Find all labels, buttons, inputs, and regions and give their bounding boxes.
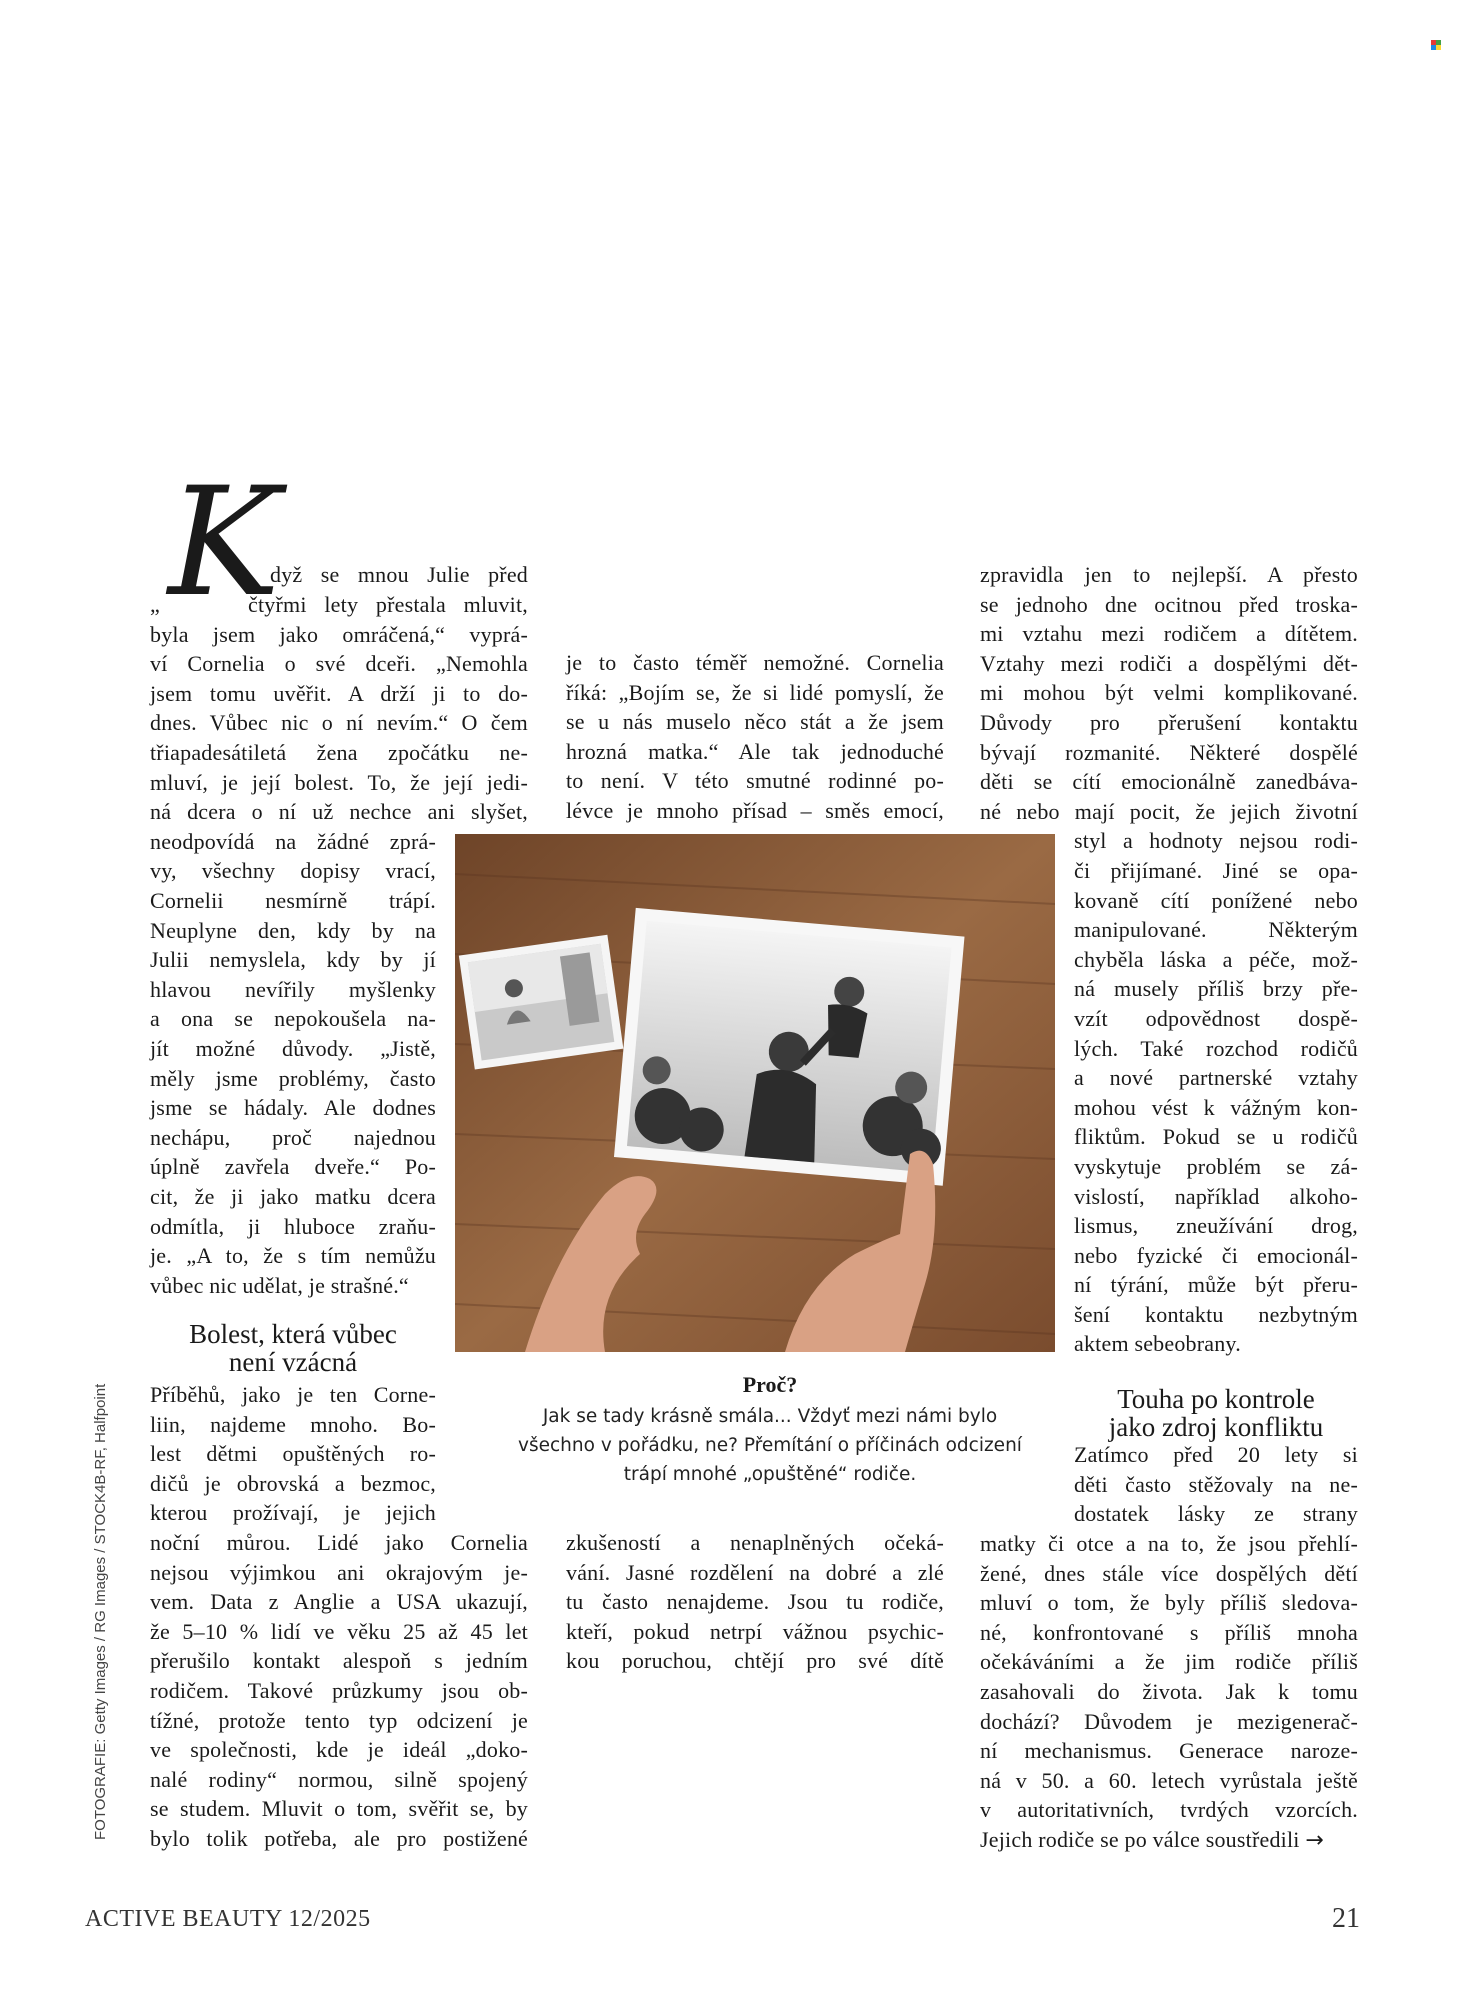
large-photo — [614, 908, 965, 1186]
subhead-line: Touha po kontrole — [1117, 1384, 1315, 1414]
text-line: manipulované. Některým — [1074, 917, 1358, 943]
text-line: tížné, protože tento typ odcizení je — [150, 1707, 528, 1733]
col3-after-subhead-narrow — [1074, 1440, 1358, 1529]
col2-top — [566, 648, 944, 826]
text-line: Příběhů, jako je ten Corne- — [150, 1382, 436, 1407]
text-line: lismus, zneužívání drog, — [1074, 1213, 1358, 1239]
text-line: né nebo mají pocit, že jejich životní — [980, 798, 1358, 824]
text-line: děti často stěžovaly na ne- — [1074, 1471, 1358, 1497]
photo-credit: FOTOGRAFIE: Getty Images / RG Images / STOCK4B-RF, Halfpoint — [92, 1383, 109, 1840]
subhead-line: není vzácná — [228, 1347, 358, 1377]
subhead-bolest — [150, 1320, 436, 1376]
text-line: ní mechanismus. Generace narоze- — [980, 1738, 1358, 1764]
text-line: nechápu, proč najednou — [150, 1124, 436, 1150]
text-line: dnes. Vůbec nic o ní nevím.“ O čem — [150, 710, 528, 736]
text-line: očekáváními a že jim rodiče příliš — [980, 1649, 1358, 1675]
text-line: lých. Také rozchod rodičů — [1074, 1035, 1358, 1061]
small-photo — [459, 935, 624, 1070]
subhead-line: jako zdroj konfliktu — [1108, 1412, 1324, 1442]
text-line: mi vztahu mezi rodičem a dítětem. — [980, 621, 1358, 647]
text-line: jsme se hádaly. Ale dodnes — [150, 1095, 436, 1121]
text-line: né, konfrontované s příliš mnoha — [980, 1619, 1358, 1645]
text-line: matky či otce a na to, že jsou přehlí- — [980, 1531, 1358, 1556]
col1-after-subhead — [150, 1380, 436, 1528]
text-line: dičů je obrovská a bezmoc, — [150, 1470, 436, 1496]
text-line — [980, 1825, 1358, 1856]
article-photo — [455, 834, 1055, 1352]
text-line: mi mohou být velmi komplikované. — [980, 680, 1358, 706]
text-line: nejsou výjimkou ani okrajovým je- — [150, 1559, 528, 1585]
text-line: hlavou nevířily myšlenky — [150, 976, 436, 1002]
text-line: fliktům. Pokud se u rodičů — [1074, 1124, 1358, 1150]
col1-after-subhead-wide — [150, 1528, 528, 1854]
text-line: chyběla láska a péče, mož- — [1074, 946, 1358, 972]
text-line: vy, všechny dopisy vrací, — [150, 858, 436, 884]
text-line: či přijímané. Jiné se opa- — [1074, 857, 1358, 883]
text-line: mluví, je její bolest. To, že její jedi- — [150, 769, 528, 795]
text-line: tu často nenajdeme. Jsou tu rodiče, — [566, 1589, 944, 1615]
text-line: jsem tomu uvěřit. A drží ji to do- — [150, 680, 528, 706]
text-line-content: Jejich rodiče se po válce soustředili — [980, 1826, 1300, 1852]
text-line: šení kontaktu nezbytným — [1074, 1301, 1358, 1327]
text-line: bývají rozmanité. Některé dospělé — [980, 739, 1358, 765]
text-line: cit, že ji jako matku dcera — [150, 1183, 436, 1209]
text-line: zasahovali do života. Jak k tomu — [980, 1678, 1358, 1704]
text-line: kovaně cítí ponížené nebo — [1074, 887, 1358, 913]
text-line: noční můrou. Lidé jako Cornelia — [150, 1530, 528, 1555]
text-line: aktem sebeobrany. — [1074, 1331, 1241, 1357]
text-line: jít možné důvody. „Jistě, — [150, 1035, 436, 1061]
col1-intro — [270, 560, 528, 590]
text-line: dostatek lásky ze strany — [1074, 1501, 1358, 1527]
text-line: nebo fyzické či emocionál- — [1074, 1242, 1358, 1268]
text-line: ná v 50. a 60. letech vyrůstala ještě — [980, 1767, 1358, 1793]
text-line: styl a hodnoty nejsou rodi- — [1074, 828, 1358, 854]
text-line: čtyřmi lety přestala mluvit, — [248, 592, 528, 617]
text-line: bylo tolik potřeba, ale pro postižené — [150, 1825, 528, 1851]
text-line: ná dcera o ní už nechce ani slyšet, — [150, 799, 528, 825]
text-line: Julii nemyslela, kdy by jí — [150, 947, 436, 973]
caption-line: trápí mnohé „opuštěné“ rodiče. — [623, 1464, 917, 1485]
text-line: Neuplyne den, kdy by na — [150, 917, 436, 943]
text-line: mohou vést k vážným kon- — [1074, 1094, 1358, 1120]
caption-text — [470, 1402, 1070, 1489]
text-line: kterou prožívají, je jejich — [150, 1500, 436, 1526]
text-line: hrozná matka.“ Ale tak jednoduché — [566, 738, 944, 764]
page-number: 21 — [1332, 1903, 1360, 1934]
col2-bottom — [566, 1528, 944, 1676]
col3-after-subhead — [980, 1529, 1358, 1856]
caption-line: Jak se tady krásně smála... Vždyť mezi námi bylo — [542, 1406, 998, 1427]
text-line: je to často téměř nemožné. Cornelia — [566, 650, 944, 675]
text-line: děti se cítí emocionálně zanedbáva- — [980, 769, 1358, 795]
text-line: nalé rodiny“ normou, silně spojený — [150, 1766, 528, 1792]
text-line: ní týrání, může být přeru- — [1074, 1272, 1358, 1298]
text-line: a ona se nepokoušela na- — [150, 1006, 436, 1032]
text-line: dyž se mnou Julie před — [270, 562, 528, 587]
caption-title: Proč? — [742, 1372, 798, 1397]
text-line: dochází? Důvodem je mezigenerač- — [980, 1708, 1358, 1734]
col1-quote-mark — [150, 590, 170, 620]
text-line: měly jsme problémy, často — [150, 1065, 436, 1091]
text-line: ná musely příliš brzy pře- — [1074, 976, 1358, 1002]
text-line: zpravidla jen to nejlepší. A přesto — [980, 562, 1358, 587]
text-line: Cornelii nesmírně trápí. — [150, 887, 436, 913]
text-line: Vztahy mezi rodiči a dospělými dět- — [980, 650, 1358, 676]
subhead-line: Bolest, která vůbec — [189, 1319, 397, 1349]
text-line: třiapadesátiletá žena zpočátku ne- — [150, 739, 528, 765]
col1-narrow — [150, 827, 436, 1301]
text-line: se studem. Mluvit o tom, svěřit se, by — [150, 1796, 528, 1822]
quote-mark: „ — [150, 592, 160, 617]
col1-intro-2 — [248, 590, 528, 620]
caption-line: všechno v pořádku, ne? Přemítání o příčinách odcizení — [518, 1435, 1022, 1456]
text-line: mluví o tom, že byly příliš sledova- — [980, 1590, 1358, 1616]
subhead-touha — [1074, 1385, 1358, 1441]
drop-cap: K — [168, 456, 281, 630]
text-line: rodičem. Takové průzkumy jsou ob- — [150, 1677, 528, 1703]
text-line: ve společnosti, kde je ideál „doko- — [150, 1737, 528, 1763]
text-line: odmítla, ji hluboce zraňu- — [150, 1213, 436, 1239]
text-line: Důvody pro přerušení kontaktu — [980, 709, 1358, 735]
text-line: Zatímco před 20 lety si — [1074, 1442, 1358, 1467]
text-line: přerušilo kontakt alespoň s jedním — [150, 1648, 528, 1674]
text-line: lest dětmi opuštěných ro- — [150, 1441, 436, 1467]
color-registration-mark — [1431, 40, 1441, 50]
continue-arrow-icon: → — [1305, 1827, 1324, 1853]
col3-narrow — [1074, 826, 1358, 1359]
text-line: kteří, pokud netrpí vážnou psychic- — [566, 1618, 944, 1644]
text-line: říká: „Bojím se, že si lidé pomyslí, že — [566, 679, 944, 705]
text-line: kou poruchou, chtějí pro své dítě — [566, 1648, 944, 1674]
text-line: to není. V této smutné rodinné po- — [566, 768, 944, 794]
col1-intro-wide — [150, 620, 528, 827]
text-line: byla jsem jako omráčená,“ vyprá- — [150, 621, 528, 647]
text-line: vání. Jasné rozdělení na dobré a zlé — [566, 1559, 944, 1585]
text-line: vůbec nic udělat, je strašné.“ — [150, 1272, 409, 1298]
text-line: vislostí, například alkoho- — [1074, 1183, 1358, 1209]
text-line: liin, najdeme mnoho. Bo- — [150, 1411, 436, 1437]
text-line: úplně zavřela dveře.“ Po- — [150, 1154, 436, 1180]
text-line: vem. Data z Anglie a USA ukazují, — [150, 1589, 528, 1615]
text-line: zkušeností a nenaplněných očeká- — [566, 1530, 944, 1555]
text-line: je. „A to, že s tím nemůžu — [150, 1243, 436, 1269]
text-line: vzít odpovědnost dospě- — [1074, 1005, 1358, 1031]
text-line: se u nás muselo něco stát a že jsem — [566, 709, 944, 735]
text-line: se jednoho dne ocitnou před troska- — [980, 591, 1358, 617]
text-line: a nové partnerské vztahy — [1074, 1065, 1358, 1091]
text-line: v autoritativních, tvrdých vzorcích. — [980, 1797, 1358, 1823]
text-line: že 5–10 % lidí ve věku 25 až 45 let — [150, 1618, 528, 1644]
text-line: neodpovídá na žádné zprá- — [150, 828, 436, 854]
text-line: žené, dnes stále více dospělých dětí — [980, 1560, 1358, 1586]
footer-magazine-name: ACTIVE BEAUTY 12/2025 — [85, 1906, 371, 1932]
text-line: lévce je mnoho přísad – směs emocí, — [566, 797, 944, 823]
col3-top — [980, 560, 1358, 826]
text-line: vyskytuje problém se zá- — [1074, 1153, 1358, 1179]
text-line: ví Cornelia o své dceři. „Nemohla — [150, 651, 528, 677]
